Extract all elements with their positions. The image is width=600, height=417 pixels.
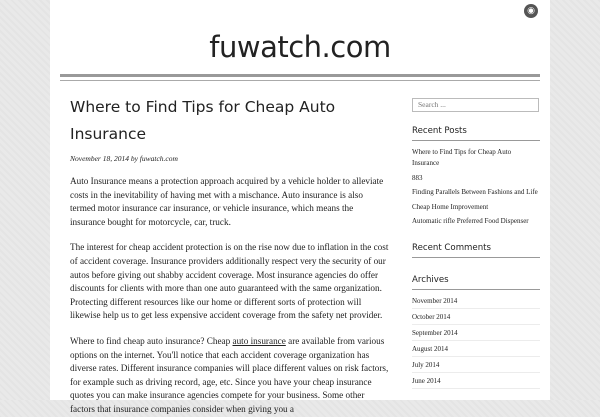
recent-posts-widget bbox=[412, 126, 540, 229]
archives-list bbox=[412, 293, 540, 389]
recent-post-link[interactable]: Where to Find Tips for Cheap Auto Insurance bbox=[412, 147, 512, 167]
archive-link[interactable]: September 2014 bbox=[412, 325, 540, 341]
archive-link[interactable]: October 2014 bbox=[412, 309, 540, 325]
recent-post-link[interactable]: Finding Parallels Between Fashions and Life bbox=[412, 188, 538, 196]
page-container bbox=[50, 0, 550, 414]
sidebar bbox=[412, 98, 540, 389]
post-paragraph-3 bbox=[70, 335, 390, 417]
post-date-link[interactable]: November 18, 2014 bbox=[70, 154, 129, 163]
auto-insurance-link[interactable]: auto insurance bbox=[232, 335, 286, 346]
post-by-label: by bbox=[130, 154, 138, 163]
archive-link[interactable]: August 2014 bbox=[412, 341, 540, 357]
main-content bbox=[70, 94, 390, 417]
recent-comments-widget bbox=[412, 243, 540, 258]
archive-link[interactable]: November 2014 bbox=[412, 293, 540, 309]
archive-link[interactable]: June 2014 bbox=[412, 373, 540, 389]
archives-widget bbox=[412, 275, 540, 389]
recent-posts-heading: Recent Posts bbox=[412, 126, 540, 141]
paragraph-3-text-end: are available from various options on the internet. You'll notice that each accident coverage organization has diverse rates. Different insurance companies will place different values on risk factors, for example such as driving record, age, etc. Since you have your cheap insurance quotes you can make insurance agencies compete for your business. Some other factors that insurance companies consider when giving you a bbox=[70, 335, 389, 414]
post-paragraph-1: Auto Insurance means a protection approach acquired by a vehicle holder to alleviate costs in the inevitability of having met with a mischance. Auto insurance is also termed motor insurance car insurance, or vehicle insurance, which means the insurance bought for motorcycle, car, truck. bbox=[70, 176, 384, 227]
header-divider-thick bbox=[60, 74, 540, 77]
recent-post-link[interactable]: 883 bbox=[412, 173, 423, 182]
archive-link[interactable]: July 2014 bbox=[412, 357, 540, 373]
recent-comments-heading: Recent Comments bbox=[412, 243, 540, 258]
search-input[interactable]: Search ... bbox=[412, 98, 539, 112]
site-title[interactable]: fuwatch.com bbox=[209, 30, 391, 64]
rss-feed-icon[interactable]: ◉ bbox=[524, 4, 538, 18]
recent-post-link[interactable]: Automatic rifle Preferred Food Dispenser bbox=[412, 217, 529, 225]
recent-posts-list bbox=[412, 145, 540, 229]
post-title[interactable]: Where to Find Tips for Cheap Auto Insurance bbox=[70, 98, 336, 143]
archives-heading: Archives bbox=[412, 275, 540, 290]
paragraph-3-text-start: Where to find cheap auto insurance? Cheap bbox=[70, 335, 233, 346]
recent-post-link[interactable]: Cheap Home Improvement bbox=[412, 202, 489, 211]
post-paragraph-2: The interest for cheap accident protection is on the rise now due to inflation in the cost of accident coverage. Insurance providers additionally respect very the security of our autos before giving out shabby accident coverage. Most insurance agencies do offer discounts for clients with more than one auto guaranteed with the same organization. Protecting different resources like our home or different sorts of protection will likewise help us to get less expensive accident coverage from the safety net provider. bbox=[70, 242, 389, 321]
post-meta bbox=[70, 154, 390, 163]
header-divider-thin bbox=[60, 80, 540, 81]
post-author-link[interactable]: fuwatch.com bbox=[139, 154, 178, 163]
